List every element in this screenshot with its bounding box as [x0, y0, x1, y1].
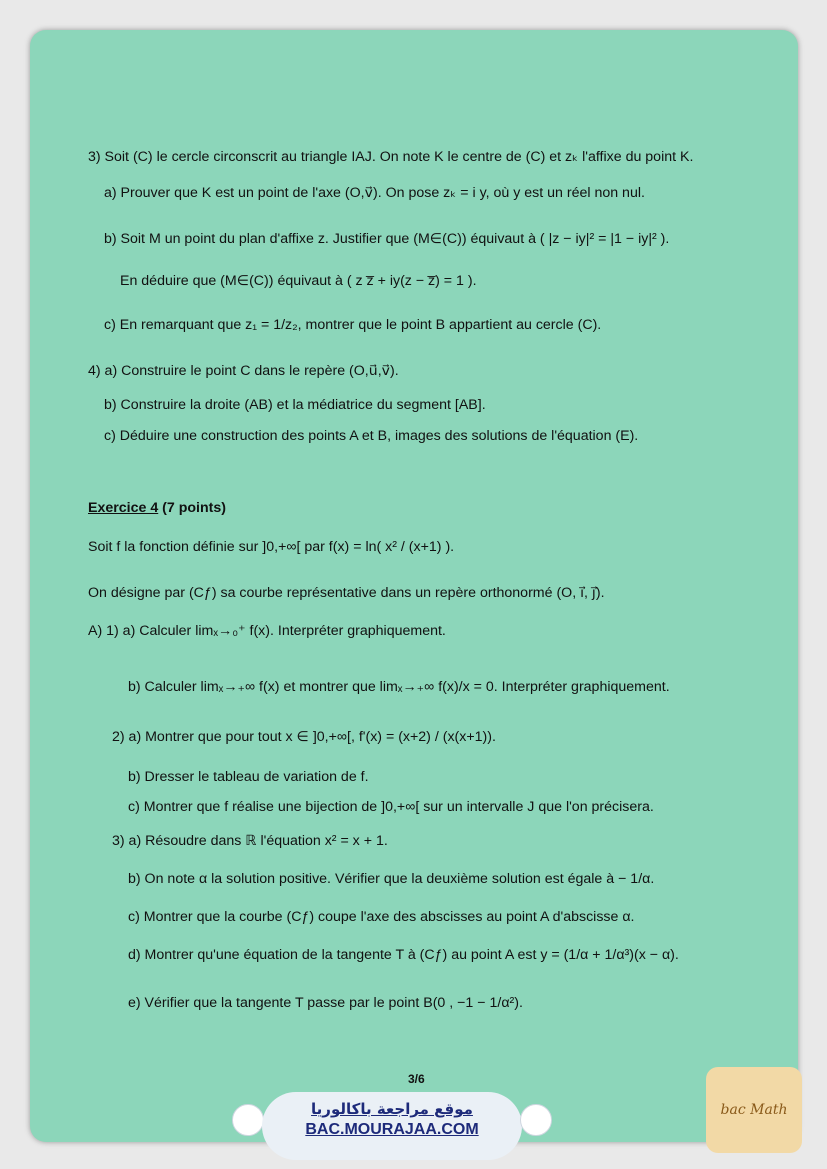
site-banner[interactable]: [262, 1092, 522, 1160]
site-url-link[interactable]: BAC.MOURAJAA.COM: [305, 1121, 479, 1138]
qA1b: b) Calculer limₓ→₊∞ f(x) et montrer que limₓ→₊∞ f(x)/x = 0. Interpréter graphiquement.: [128, 679, 670, 695]
q3a: a) Prouver que K est un point de l'axe (O,v⃗). On pose zₖ = i y, où y est un réel non nul.: [104, 185, 645, 201]
site-logo-icon: [232, 1104, 264, 1136]
qA3b: b) On note α la solution positive. Vérifier que la deuxième solution est égale à − 1/α.: [128, 871, 655, 887]
qA2a: 2) a) Montrer que pour tout x ∈ ]0,+∞[, f'(x) = (x+2) / (x(x+1)).: [112, 729, 496, 745]
qA3e: e) Vérifier que la tangente T passe par le point B(0 , −1 − 1/α²).: [128, 995, 523, 1011]
site-logo-icon: [520, 1104, 552, 1136]
q3b: b) Soit M un point du plan d'affixe z. Justifier que (M∈(C)) équivaut à ( |z − iy|² = |1 − iy|² ).: [104, 231, 670, 247]
qA2c: c) Montrer que f réalise une bijection de ]0,+∞[ sur un intervalle J que l'on précisera.: [128, 799, 654, 815]
bac-math-logo: bac Math: [706, 1067, 802, 1153]
exercise-heading: [88, 499, 226, 517]
page-number: 3/6: [408, 1072, 425, 1086]
exam-page: [30, 30, 798, 1142]
curve-definition: On désigne par (Cƒ) sa courbe représentative dans un repère orthonormé (O, i⃗, j⃗).: [88, 585, 605, 601]
qA3c: c) Montrer que la courbe (Cƒ) coupe l'axe des abscisses au point A d'abscisse α.: [128, 909, 635, 925]
q4a: 4) a) Construire le point C dans le repère (O,u⃗,v⃗).: [88, 363, 399, 379]
q4b: b) Construire la droite (AB) et la médiatrice du segment [AB].: [104, 397, 486, 413]
qA2b: b) Dresser le tableau de variation de f.: [128, 769, 369, 785]
qA3d: d) Montrer qu'une équation de la tangente T à (Cƒ) au point A est y = (1/α + 1/α³)(x − α).: [128, 947, 679, 963]
q3c: c) En remarquant que z₁ = 1/z₂, montrer que le point B appartient au cercle (C).: [104, 317, 602, 333]
qA3a: 3) a) Résoudre dans ℝ l'équation x² = x + 1.: [112, 833, 388, 849]
q3-intro: 3) Soit (C) le cercle circonscrit au triangle IAJ. On note K le centre de (C) et zₖ l'affixe du point K.: [88, 149, 694, 165]
q3b-deduce: En déduire que (M∈(C)) équivaut à ( z z̅ + iy(z − z̅) = 1 ).: [120, 273, 477, 289]
q4c: c) Déduire une construction des points A et B, images des solutions de l'équation (E).: [104, 428, 639, 444]
exercise-title: Exercice 4: [88, 500, 159, 516]
exercise-points: (7 points): [162, 500, 227, 516]
site-arabic-name: موقع مراجعة باكالوريا: [311, 1100, 473, 1118]
function-definition: Soit f la fonction définie sur ]0,+∞[ par f(x) = ln( x² / (x+1) ).: [88, 539, 455, 555]
qA1a: A) 1) a) Calculer limₓ→₀⁺ f(x). Interpréter graphiquement.: [88, 623, 446, 639]
